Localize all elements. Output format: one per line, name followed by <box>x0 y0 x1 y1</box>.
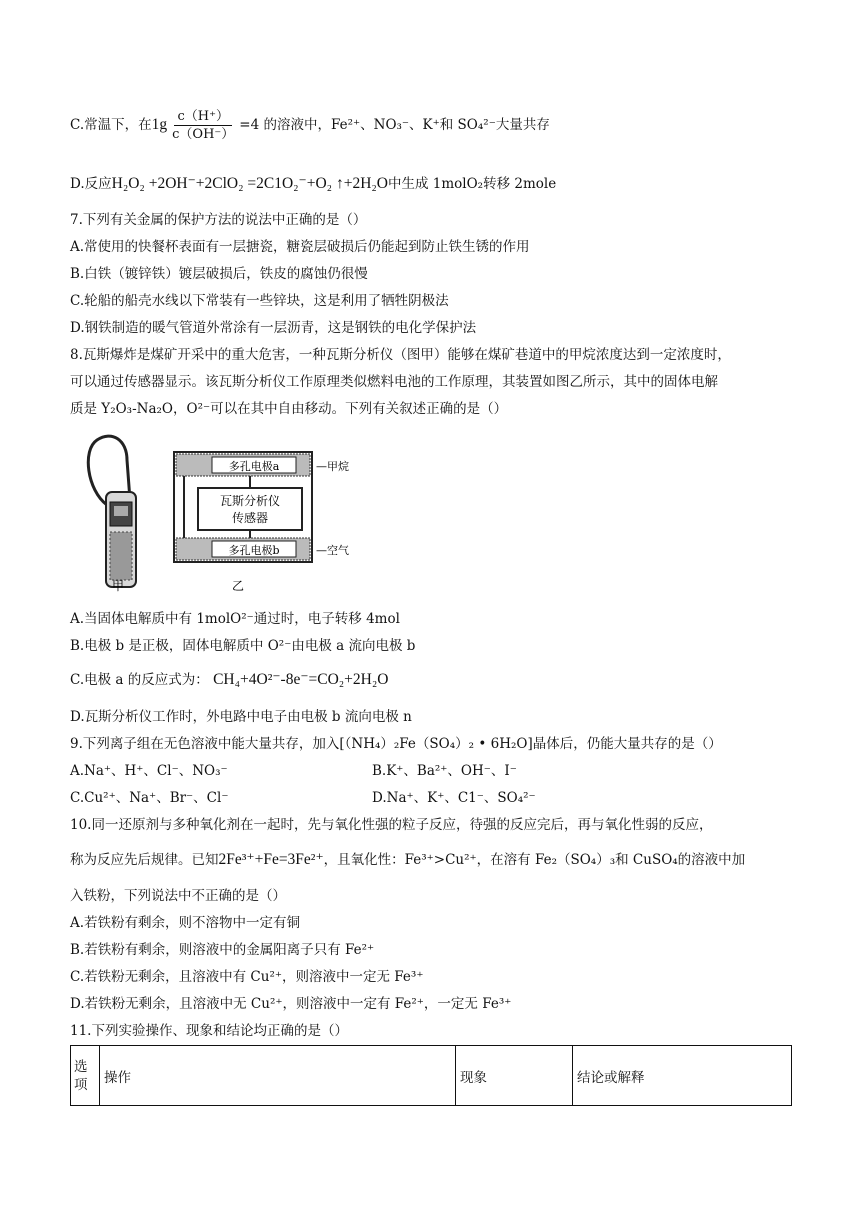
q6c-rest: =4 的溶液中，Fe²⁺、NO₃⁻、K⁺和 SO₄²⁻大量共存 <box>239 117 550 133</box>
q6d-equation: H₂O₂ +2OH⁻+2ClO₂ =2C1O₂⁻+O₂ ↑+2H₂O <box>111 175 388 192</box>
q8-stem-line2: 可以通过传感器显示。该瓦斯分析仪工作原理类似燃料电池的工作原理，其装置如图乙所示，其中的固体电解 <box>70 374 718 390</box>
q8-option-d: D.瓦斯分析仪工作时，外电路中电子由电极 b 流向电极 n <box>70 709 412 725</box>
sensor-diagram <box>174 452 349 562</box>
air-label: —空气 <box>316 544 349 557</box>
q9-option-c: C.Cu²⁺、Na⁺、Br⁻、Cl⁻ <box>70 790 229 806</box>
q6d-label: D.反应 <box>70 176 112 192</box>
q8-option-b: B.电极 b 是正极，固体电解质中 O²⁻由电极 a 流向电极 b <box>70 638 416 654</box>
q8-option-a: A.当固体电解质中有 1molO²⁻通过时，电子转移 4mol <box>70 611 400 627</box>
electrode-a-label: 多孔电极a <box>228 460 280 473</box>
table-header-row <box>71 1046 792 1106</box>
q11-stem: 11.下列实验操作、现象和结论均正确的是（） <box>70 1023 348 1039</box>
q7-stem: 7.下列有关金属的保护方法的说法中正确的是（） <box>70 212 367 228</box>
header-operation: 操作 <box>100 1046 456 1106</box>
q6c-lg: 1g <box>151 116 168 133</box>
q10-stem-line3: 入铁粉，下列说法中不正确的是（） <box>70 888 286 904</box>
q8-stem-line1: 8.瓦斯爆炸是煤矿开采中的重大危害，一种瓦斯分析仪（图甲）能够在煤矿巷道中的甲烷浓度达到一定浓度时， <box>70 347 731 363</box>
q7-option-d: D.钢铁制造的暖气管道外常涂有一层沥青，这是钢铁的电化学保护法 <box>70 320 477 336</box>
q9-option-a: A.Na⁺、H⁺、Cl⁻、NO₃⁻ <box>70 763 228 779</box>
q9-option-b: B.K⁺、Ba²⁺、OH⁻、I⁻ <box>372 763 517 779</box>
q10-option-a: A.若铁粉有剩余，则不溶物中一定有铜 <box>70 915 301 931</box>
q10-equation: 2Fe³⁺+Fe=3Fe²⁺ <box>218 851 324 868</box>
q6c-numerator: c（H⁺） <box>174 108 231 126</box>
q10-option-d: D.若铁粉无剩余，且溶液中无 Cu²⁺，则溶液中一定有 Fe²⁺，一定无 Fe³⁺ <box>70 996 512 1012</box>
q9-stem: 9.下列离子组在无色溶液中能大量共存，加入[（NH₄）₂Fe（SO₄）₂ • 6H₂O]晶体后，仍能大量共存的是（） <box>70 736 722 752</box>
label-jia: 甲 <box>112 579 125 593</box>
q10-line2-start: 称为反应先后规律。已知 <box>70 852 219 868</box>
q11-table <box>70 1045 792 1106</box>
label-yi: 乙 <box>232 579 245 593</box>
q6-option-d <box>70 174 556 194</box>
q8-figure <box>72 430 392 598</box>
header-option: 选项 <box>71 1046 100 1106</box>
q10-option-c: C.若铁粉无剩余，且溶液中有 Cu²⁺，则溶液中一定无 Fe³⁺ <box>70 969 424 985</box>
q10-option-b: B.若铁粉有剩余，则溶液中的金属阳离子只有 Fe²⁺ <box>70 942 375 958</box>
q6-option-c <box>70 108 550 143</box>
q7-option-a: A.常使用的快餐杯表面有一层搪瓷，糖瓷层破损后仍能起到防止铁生锈的作用 <box>70 239 530 255</box>
q8-stem-line3: 质是 Y₂O₃-Na₂O，O²⁻可以在其中自由移动。下列有关叙述正确的是（） <box>70 401 508 417</box>
q8c-equation: CH₄+4O²⁻-8e⁻=CO₂+2H₂O <box>213 671 389 688</box>
q7-option-b: B.白铁（镀锌铁）镀层破损后，铁皮的腐蚀仍很慢 <box>70 266 368 282</box>
q10-stem-line2 <box>70 850 745 870</box>
header-phenomenon: 现象 <box>456 1046 573 1106</box>
q7-option-c: C.轮船的船壳水线以下常装有一些锌块，这是利用了牺牲阴极法 <box>70 293 449 309</box>
q6d-rest: 中生成 1molO₂转移 2mole <box>387 176 557 192</box>
header-conclusion: 结论或解释 <box>573 1046 792 1106</box>
q10-line2-end: ，且氧化性：Fe³⁺>Cu²⁺，在溶有 Fe₂（SO₄）₃和 CuSO₄的溶液中加 <box>323 852 746 868</box>
sensor-label-line2: 传感器 <box>231 511 269 525</box>
q9-options-row1 <box>70 761 517 781</box>
q10-stem-line1: 10.同一还原剂与多种氧化剂在一起时，先与氧化性强的粒子反应，待强的反应完后，再与氧化性弱的反应， <box>70 817 713 833</box>
methane-label: —甲烷 <box>316 460 349 473</box>
gas-analyzer-device-figure <box>88 436 136 587</box>
sensor-label-line1: 瓦斯分析仪 <box>219 494 281 508</box>
q9-option-d: D.Na⁺、K⁺、C1⁻、SO₄²⁻ <box>372 790 536 806</box>
q8c-label: C.电极 a 的反应式为： <box>70 672 209 688</box>
q9-options-row2 <box>70 788 536 808</box>
q8-option-c <box>70 670 388 690</box>
q6c-denominator: c（OH⁻） <box>172 127 235 142</box>
q6c-fraction <box>169 108 237 143</box>
electrode-b-label: 多孔电极b <box>228 544 280 557</box>
q6c-label: C.常温下，在 <box>70 117 152 133</box>
